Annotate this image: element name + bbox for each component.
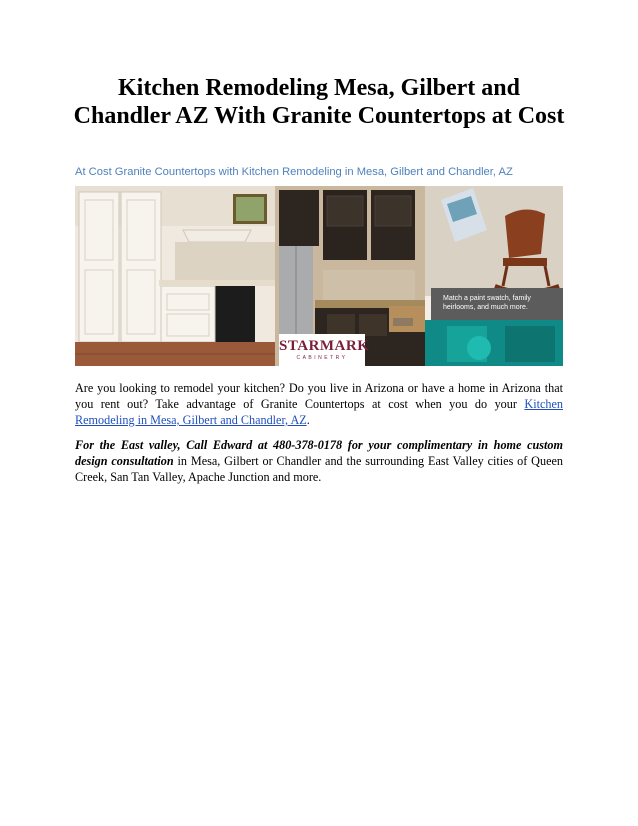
banner-caption: Match a paint swatch, family heirlooms, and much more.	[443, 295, 531, 311]
contact-text: in Mesa, Gilbert or Chandler and the surrounding East Valley cities of Queen Creek, San Tan Valley, Apache Junction and more.	[75, 454, 563, 484]
contact-paragraph	[75, 437, 563, 485]
intro-paragraph	[75, 380, 563, 428]
kitchen-remodeling-link[interactable]: Kitchen Remodeling in Mesa, Gilbert and Chandler, AZ	[75, 397, 563, 427]
intro-end: .	[306, 413, 310, 427]
logo-subtitle: CABINETRY	[296, 355, 348, 361]
contact-call-to-action: For the East valley, Call Edward at 480-378-0178 for your complimentary in home custom design consultation	[75, 438, 563, 468]
starmark-logo	[279, 334, 370, 366]
page-title: Kitchen Remodeling Mesa, Gilbert and Chandler AZ With Granite Countertops at Cost	[73, 75, 565, 129]
kitchen-banner-image	[75, 186, 563, 366]
logo-name: STARMARK	[279, 338, 370, 354]
intro-text: Are you looking to remodel your kitchen? Do you live in Arizona or have a home in Arizona that you rent out? Take advantage of Granite Countertops at cost when you do your	[75, 381, 563, 411]
page-subtitle: At Cost Granite Countertops with Kitchen Remodeling in Mesa, Gilbert and Chandler, AZ	[75, 166, 513, 178]
